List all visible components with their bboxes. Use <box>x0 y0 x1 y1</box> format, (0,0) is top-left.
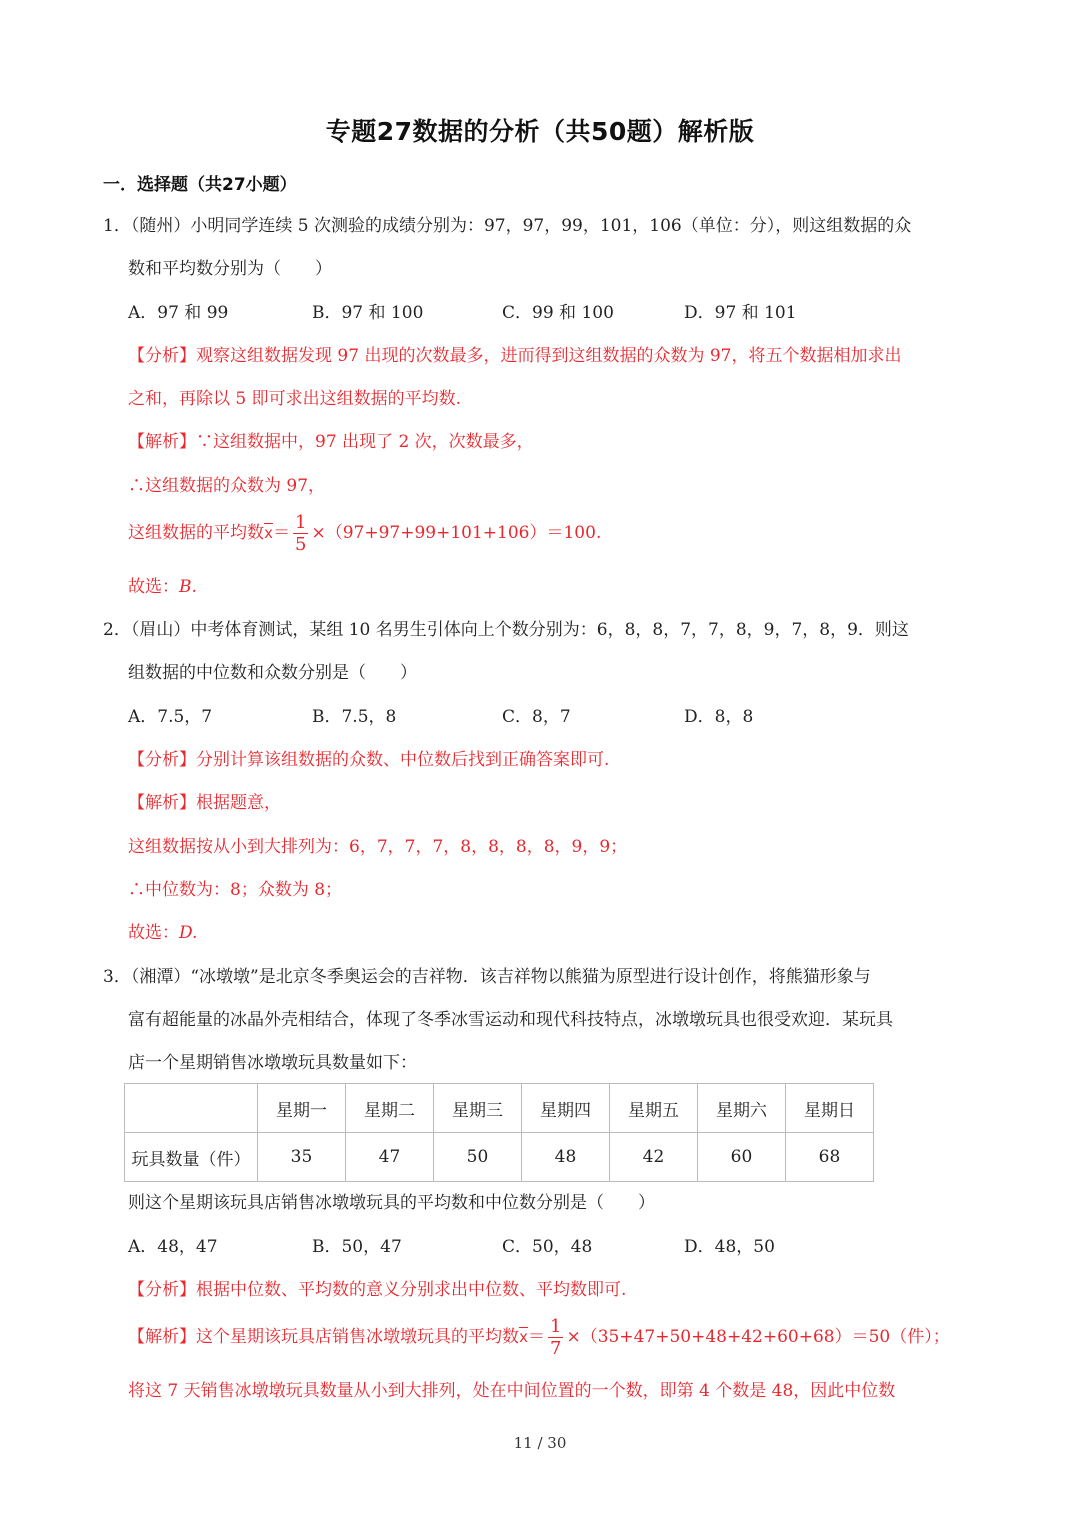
table-row <box>125 1133 874 1182</box>
q2-stem-line1: 2．（眉山）中考体育测试，某组 10 名男生引体向上个数分别为：6，8，8，7，7，8，9，7，8，9．则这 <box>103 620 909 640</box>
q3-option-d: D．48，50 <box>684 1237 775 1257</box>
table-header-cell: 星期五 <box>610 1084 698 1133</box>
q1-answer-choice: B. <box>179 577 197 597</box>
q1-mean-suffix: ×（97+97+99+101+106）＝100. <box>311 523 602 543</box>
q3-solution-suffix: ×（35+47+50+48+42+60+68）＝50（件）； <box>566 1327 950 1347</box>
q3-solution-line2: 将这 7 天销售冰墩墩玩具数量从小到大排列，处在中间位置的一个数，即第 4 个数是 48，因此中位数 <box>128 1381 896 1401</box>
q1-solution-tag: 【解析】 <box>128 432 196 452</box>
q2-option-d: D．8，8 <box>684 707 754 727</box>
q1-answer <box>128 575 197 599</box>
table-header-cell <box>125 1084 258 1133</box>
table-cell: 50 <box>434 1133 522 1182</box>
q2-stem-line2: 组数据的中位数和众数分别是（ ） <box>128 663 417 683</box>
table-cell: 60 <box>698 1133 786 1182</box>
q2-solution-line2: 这组数据按从小到大排列为：6，7，7，7，8，8，8，8，9，9； <box>128 837 628 857</box>
q2-option-b: B．7.5，8 <box>312 707 397 727</box>
table-row-label: 玩具数量（件） <box>125 1133 258 1182</box>
q1-analysis-line2: 之和，再除以 5 即可求出这组数据的平均数. <box>128 389 462 409</box>
q1-option-a: A．97 和 99 <box>128 303 229 323</box>
q1-stem-line2: 数和平均数分别为（ ） <box>128 259 332 279</box>
table-cell: 47 <box>346 1133 434 1182</box>
q1-answer-prefix: 故选： <box>128 577 179 597</box>
q1-mean-equals: ＝ <box>273 523 291 543</box>
page-title: 专题27数据的分析（共50题）解析版 <box>325 117 755 146</box>
table-header-cell: 星期六 <box>698 1084 786 1133</box>
q2-solution-tag: 【解析】 <box>128 793 196 813</box>
q3-solution-prefix: 这个星期该玩具店销售冰墩墩玩具的平均数 <box>196 1327 519 1347</box>
q3-option-c: C．50，48 <box>502 1237 593 1257</box>
q1-fraction-denominator: 5 <box>295 533 307 555</box>
table-header-cell: 星期日 <box>786 1084 874 1133</box>
q3-fraction-denominator: 7 <box>550 1337 562 1359</box>
table-cell: 35 <box>258 1133 346 1182</box>
section-heading: 一．选择题（共27小题） <box>103 175 297 195</box>
q1-stem-line1: 1．（随州）小明同学连续 5 次测验的成绩分别为：97，97，99，101，106（单位：分），则这组数据的众 <box>103 216 912 236</box>
q1-analysis-line1 <box>128 344 901 368</box>
q3-option-a: A．48，47 <box>128 1237 218 1257</box>
q3-analysis-line1 <box>128 1278 626 1302</box>
q3-stem-line1: 3．（湘潭）“冰墩墩”是北京冬季奥运会的吉祥物．该吉祥物以熊猫为原型进行设计创作，将熊猫形象与 <box>103 967 871 987</box>
q1-fraction <box>293 511 308 555</box>
q3-sales-table <box>124 1083 874 1182</box>
q1-solution-line2: ∴这组数据的众数为 97， <box>128 476 326 496</box>
q3-fraction <box>548 1315 563 1359</box>
table-header-cell: 星期四 <box>522 1084 610 1133</box>
q2-answer-choice: D. <box>179 923 198 943</box>
q2-analysis-text: 分别计算该组数据的众数、中位数后找到正确答案即可. <box>196 750 610 770</box>
q1-mean-symbol: $\overline{x}$ <box>264 524 274 542</box>
q3-stem-line2: 富有超能量的冰晶外壳相结合，体现了冬季冰雪运动和现代科技特点，冰墩墩玩具也很受欢迎．某玩具 <box>128 1010 893 1030</box>
page-number: 11 / 30 <box>513 1434 567 1452</box>
q3-stem-line4: 则这个星期该玩具店销售冰墩墩玩具的平均数和中位数分别是（ ） <box>128 1193 655 1213</box>
q3-mean-symbol: $\overline{x}$ <box>519 1328 529 1346</box>
q2-option-a: A．7.5，7 <box>128 707 213 727</box>
q2-answer-prefix: 故选： <box>128 923 179 943</box>
q1-fraction-numerator: 1 <box>295 511 307 533</box>
q1-solution-text: ∵这组数据中，97 出现了 2 次，次数最多， <box>196 432 534 452</box>
table-cell: 48 <box>522 1133 610 1182</box>
q1-option-c: C．99 和 100 <box>502 303 614 323</box>
q3-fraction-numerator: 1 <box>550 1315 562 1337</box>
q2-analysis-line1 <box>128 748 609 772</box>
q3-stem-line3: 店一个星期销售冰墩墩玩具数量如下： <box>128 1053 417 1073</box>
q2-solution-text: 根据题意， <box>196 793 281 813</box>
table-header-cell: 星期二 <box>346 1084 434 1133</box>
q1-solution-line1 <box>128 430 534 454</box>
q1-option-b: B．97 和 100 <box>312 303 424 323</box>
q1-mean-prefix: 这组数据的平均数 <box>128 523 264 543</box>
q2-option-c: C．8，7 <box>502 707 571 727</box>
table-header-cell: 星期三 <box>434 1084 522 1133</box>
q3-option-b: B．50，47 <box>312 1237 402 1257</box>
q3-mean-formula <box>128 1314 950 1360</box>
q1-analysis-tag: 【分析】 <box>128 346 196 366</box>
q2-answer <box>128 921 197 945</box>
table-header-row <box>125 1084 874 1133</box>
q2-solution-line3: ∴中位数为：8；众数为 8； <box>128 880 343 900</box>
q3-solution-tag: 【解析】 <box>128 1327 196 1347</box>
table-header-cell: 星期一 <box>258 1084 346 1133</box>
q1-mean-formula <box>128 510 601 556</box>
q1-analysis-text: 观察这组数据发现 97 出现的次数最多，进而得到这组数据的众数为 97，将五个数据相加求出 <box>196 346 902 366</box>
q1-option-d: D．97 和 101 <box>684 303 797 323</box>
table-cell: 68 <box>786 1133 874 1182</box>
q3-analysis-tag: 【分析】 <box>128 1280 196 1300</box>
q2-solution-line1 <box>128 791 281 815</box>
q2-analysis-tag: 【分析】 <box>128 750 196 770</box>
q3-analysis-text: 根据中位数、平均数的意义分别求出中位数、平均数即可. <box>196 1280 627 1300</box>
table-cell: 42 <box>610 1133 698 1182</box>
q3-mean-equals: ＝ <box>528 1327 546 1347</box>
